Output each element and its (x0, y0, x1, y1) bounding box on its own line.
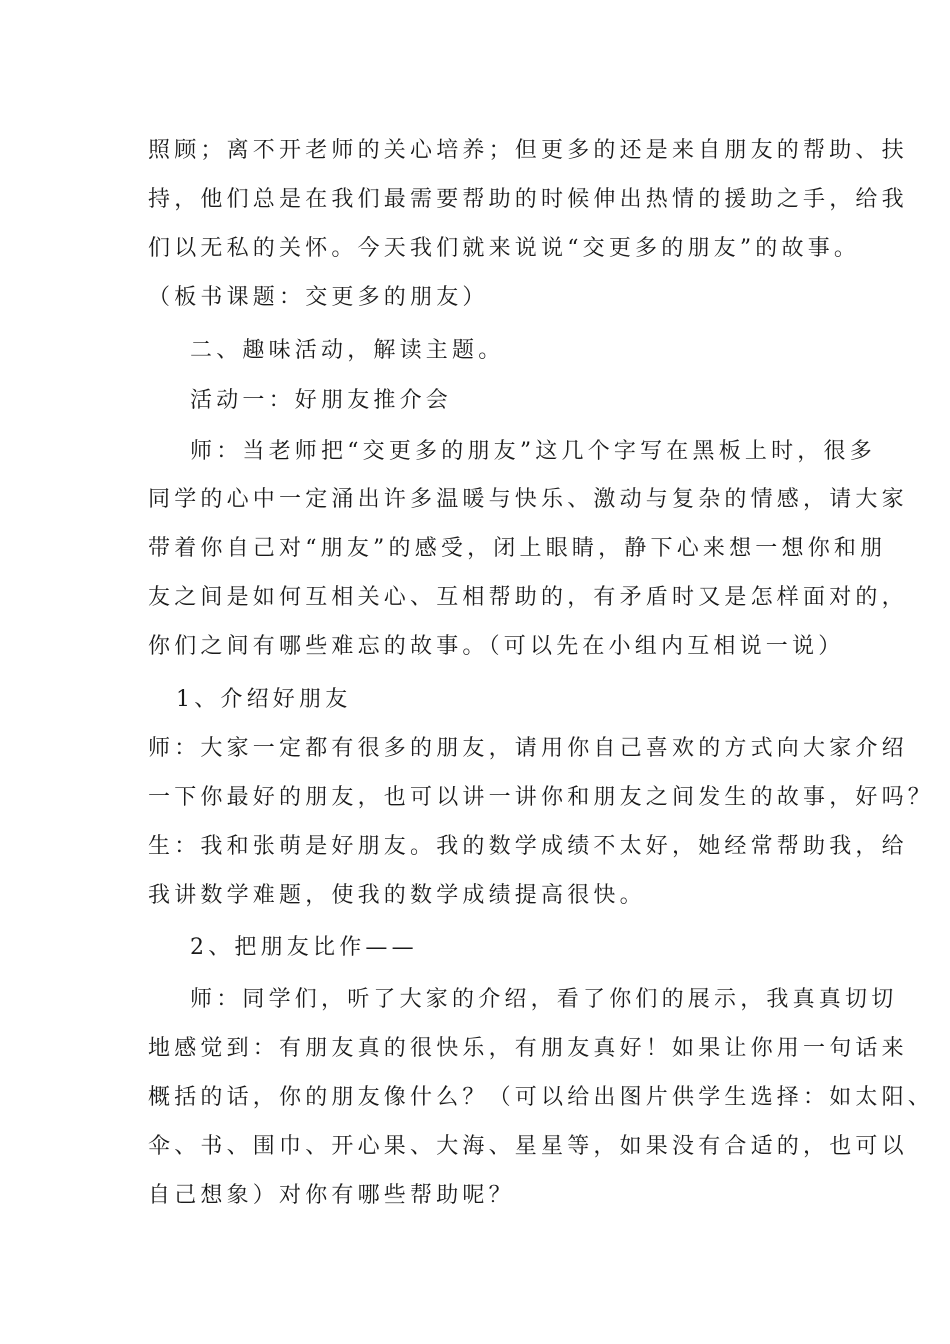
paragraph-line: 师：同学们，听了大家的介绍，看了你们的展示，我真真切切 (190, 987, 898, 1012)
subsection-heading: 1、介绍好朋友 (176, 687, 352, 712)
paragraph-line: 持，他们总是在我们最需要帮助的时候伸出热情的援助之手，给我 (148, 187, 908, 212)
paragraph-line: 友之间是如何互相关心、互相帮助的，有矛盾时又是怎样面对的， (148, 585, 908, 610)
paragraph-line: 地感觉到：有朋友真的很快乐，有朋友真好！如果让你用一句话来 (148, 1036, 908, 1061)
paragraph-line: 概括的话，你的朋友像什么？（可以给出图片供学生选择：如太阳、 (148, 1085, 935, 1110)
paragraph-line: 我讲数学难题，使我的数学成绩提高很快。 (148, 883, 646, 908)
paragraph-line: 生：我和张萌是好朋友。我的数学成绩不太好，她经常帮助我，给 (148, 834, 908, 859)
paragraph-line: 你们之间有哪些难忘的故事。（可以先在小组内互相说一说） (148, 634, 845, 659)
paragraph-line: （板书课题：交更多的朋友） (148, 285, 489, 310)
paragraph-line: 同学的心中一定涌出许多温暖与快乐、激动与复杂的情感，请大家 (148, 487, 908, 512)
paragraph-line: 照顾；离不开老师的关心培养；但更多的还是来自朋友的帮助、扶 (148, 138, 908, 163)
paragraph-line: 们以无私的关怀。今天我们就来说说“交更多的朋友”的故事。 (148, 236, 861, 261)
paragraph-line: 师：大家一定都有很多的朋友，请用你自己喜欢的方式向大家介绍 (148, 736, 908, 761)
section-heading: 二、趣味活动，解读主题。 (190, 338, 505, 363)
paragraph-line: 伞、书、围巾、开心果、大海、星星等，如果没有合适的，也可以 (148, 1134, 908, 1159)
paragraph-line: 自己想象）对你有哪些帮助呢？ (148, 1183, 515, 1208)
subsection-heading: 2、把朋友比作—— (190, 935, 418, 960)
paragraph-line: 师：当老师把“交更多的朋友”这几个字写在黑板上时，很多 (190, 439, 876, 464)
paragraph-line: 一下你最好的朋友，也可以讲一讲你和朋友之间发生的故事，好吗？ (148, 785, 935, 810)
paragraph-line: 带着你自己对“朋友”的感受，闭上眼睛，静下心来想一想你和朋 (148, 536, 887, 561)
activity-heading: 活动一：好朋友推介会 (190, 388, 453, 413)
